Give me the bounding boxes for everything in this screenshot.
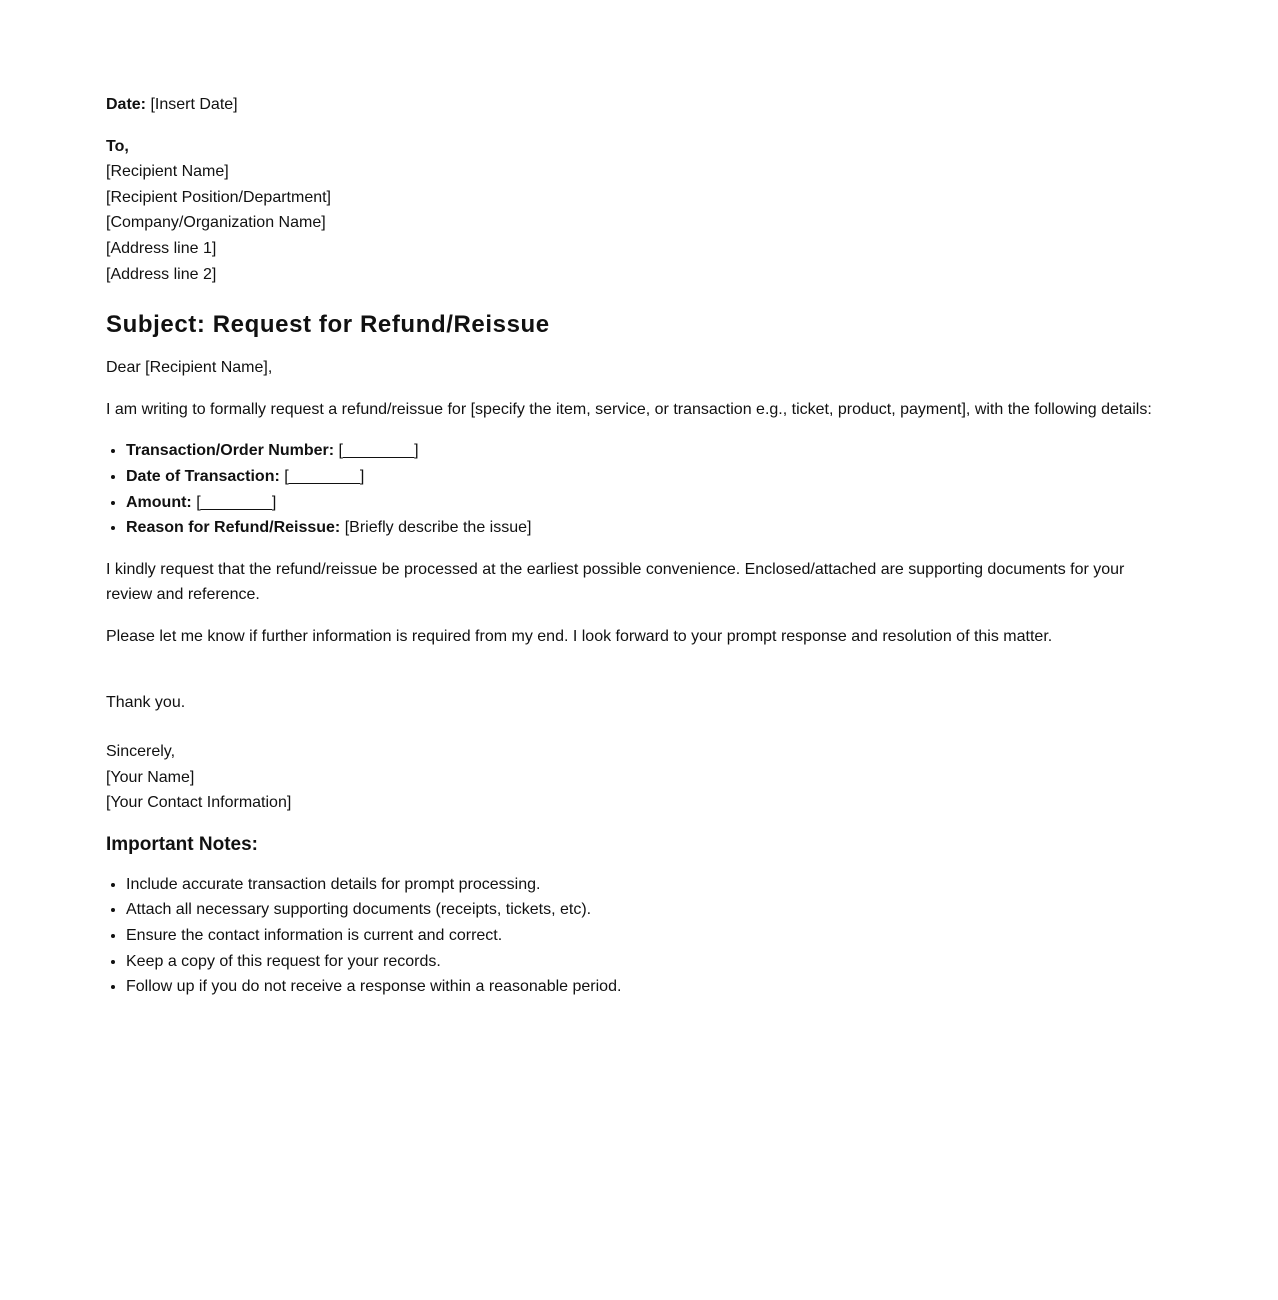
- details-list: [106, 438, 1172, 540]
- date-line: [106, 92, 1172, 118]
- recipient-name: [Recipient Name]: [106, 163, 229, 181]
- notes-list: [106, 872, 1172, 1000]
- recipient-address-line-2: [Address line 2]: [106, 265, 217, 283]
- spacer: [106, 666, 1172, 690]
- notes-heading: Important Notes:: [106, 833, 258, 855]
- recipient-block: [106, 134, 1172, 288]
- recipient-position: [Recipient Position/Department]: [106, 188, 331, 206]
- detail-item-date: [126, 464, 1172, 490]
- note-item: • Ensure the contact information is current and correct.: [126, 923, 1172, 949]
- sender-contact: [Your Contact Information]: [106, 794, 292, 812]
- detail-item-amount: [126, 490, 1172, 516]
- note-item: • Follow up if you do not receive a response within a reasonable period.: [126, 974, 1172, 1000]
- note-item: • Attach all necessary supporting documents (receipts, tickets, etc).: [126, 897, 1172, 923]
- detail-value: [Briefly describe the issue]: [344, 519, 532, 537]
- thanks-line: Thank you.: [106, 693, 186, 711]
- detail-label: Transaction/Order Number:: [126, 442, 335, 460]
- sender-name: [Your Name]: [106, 768, 195, 786]
- note-item: • Keep a copy of this request for your records.: [126, 949, 1172, 975]
- recipient-company: [Company/Organization Name]: [106, 214, 326, 232]
- followup-paragraph: Please let me know if further information is required from my end. I look forward to your prompt response and resolution of this matter.: [106, 627, 1053, 645]
- detail-value: [________]: [196, 493, 277, 511]
- signoff-block: [106, 739, 1172, 816]
- date-value: [Insert Date]: [150, 96, 238, 113]
- detail-label: Date of Transaction:: [126, 467, 280, 485]
- detail-item-reason: [126, 515, 1172, 541]
- detail-value: [________]: [284, 467, 365, 485]
- intro-paragraph: I am writing to formally request a refund/reissue for [specify the item, service, or transaction e.g., ticket, product, payment], with the following details:: [106, 400, 1152, 418]
- detail-item-order-number: [126, 438, 1172, 464]
- closing-word: Sincerely,: [106, 743, 176, 761]
- recipient-address-line-1: [Address line 1]: [106, 239, 217, 257]
- detail-label: Amount:: [126, 493, 192, 511]
- detail-value: [________]: [338, 442, 419, 460]
- greeting: Dear [Recipient Name],: [106, 359, 273, 377]
- subject-heading: Subject: Request for Refund/Reissue: [106, 311, 550, 339]
- request-paragraph: I kindly request that the refund/reissue be processed at the earliest possible convenience. Enclosed/attached are supporting documents for your review and reference.: [106, 560, 1125, 604]
- date-label: Date:: [106, 96, 147, 113]
- note-item: • Include accurate transaction details for prompt processing.: [126, 872, 1172, 898]
- detail-label: Reason for Refund/Reissue:: [126, 519, 341, 537]
- to-label: To,: [106, 137, 129, 155]
